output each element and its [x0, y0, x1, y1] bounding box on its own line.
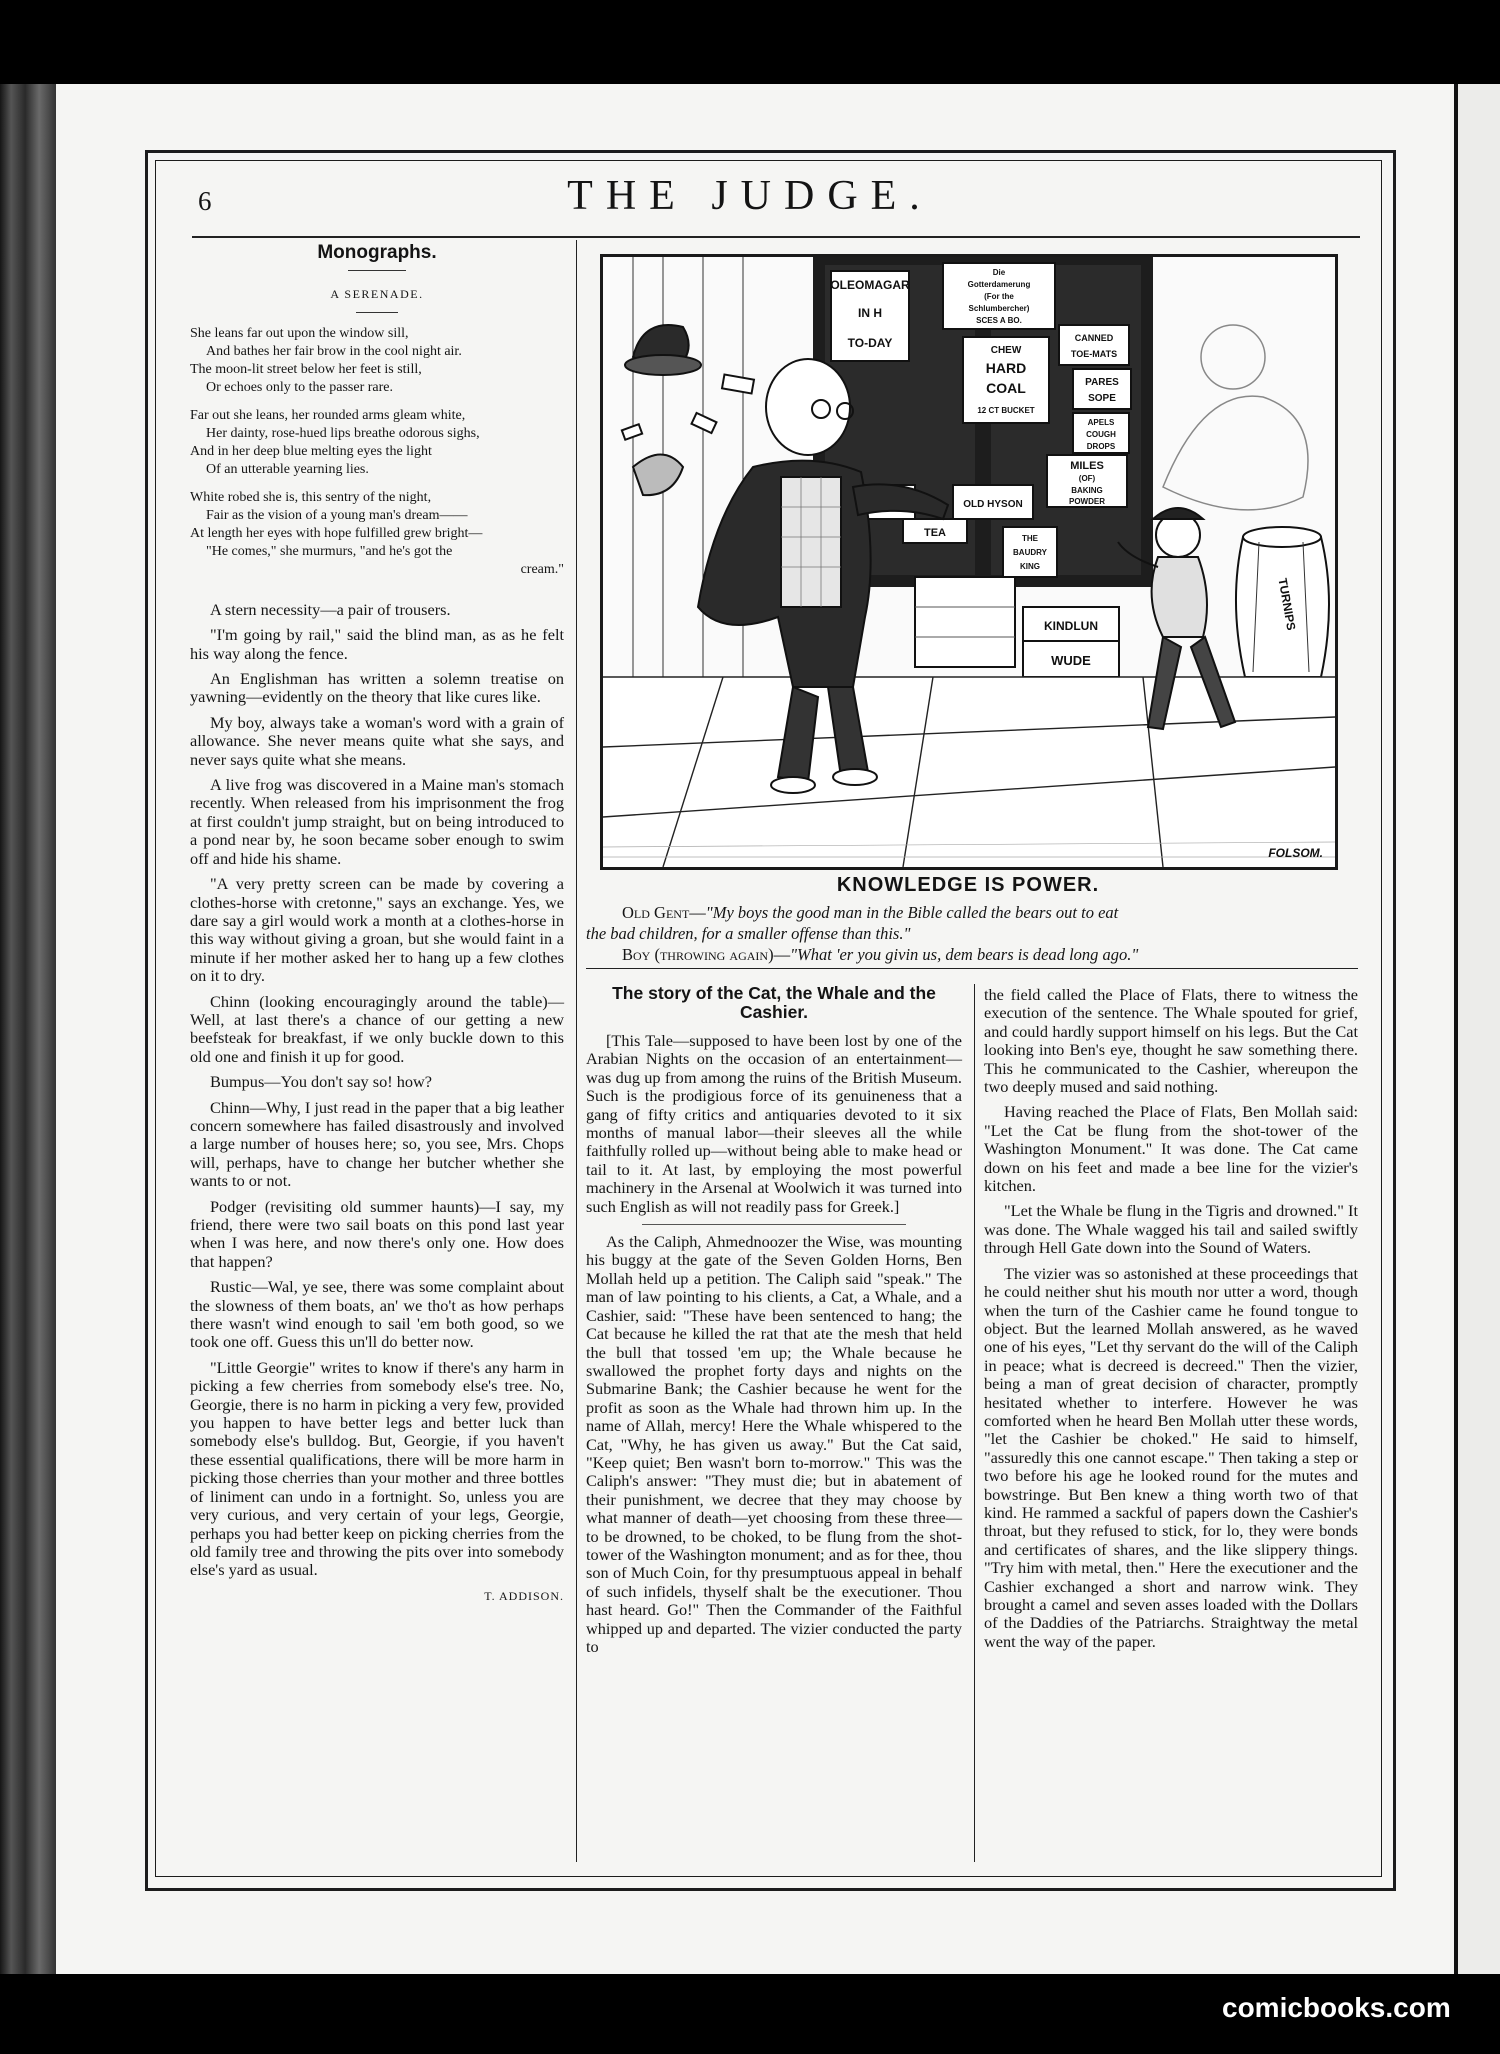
sign-canned-1: CANNED — [1074, 333, 1114, 343]
masthead-rule — [192, 236, 1360, 238]
sign-miles-1: MILES — [1070, 460, 1104, 472]
caption-quote-3: "What 'er you givin us, dem bears is dead long ago." — [790, 945, 1139, 964]
sign-king-1: THE — [1022, 534, 1038, 543]
sign-soap-1: PARES — [1085, 377, 1119, 388]
sign-coal-3: COAL — [986, 380, 1026, 396]
sign-cough-2: COUGH — [1086, 430, 1116, 439]
poem-title: A SERENADE. — [330, 287, 424, 302]
left-column — [190, 244, 564, 1605]
story-paragraph: The vizier was so astonished at these proceedings that he could neither shut his mouth nor utter a word, though when the turn of the Cashier came he found tongue to object. But the learned Mollah answered, as he waved one of his eyes, "Let thy servant do the will of the Caliph in peace; what is decreed is decreed." Then the vizier, being a man of great decision of character, promptly hesitated whether to interfere. However he was comforted when he heard Ben Mollah utter these words, "let the Cashier be choked." He said to himself, "assuredly this one cannot escape." Then taking a step or two before his age he looked round for the mutes and bowstringe. But Ben knew a thing worth two of that kind. He rammed a sackful of papers down the Cashier's throat, but they refused to stick, for lo, they were bonds and certificates of shares, and the like slippery things. "Try him with metal, then." Here the executioner and the Cashier exchanged a short and narrow wink. They brought a camel and seven asses loaded with the Dollars of the Daddies of the Patriarchs. Straightway the metal went the way of the paper. — [984, 1263, 1358, 1651]
sign-miles-4: POWDER — [1069, 497, 1105, 506]
artist-signature: FOLSOM. — [1268, 846, 1323, 860]
story-paragraph: [This Tale—supposed to have been lost by one of the Arabian Nights on the occasion of an entertainment—was dug up from among the ruins of the British Museum. Such is the prodigious force of its genuineness that a gang of fifty critics and antiquaries devoted to it six months of manual labor—their sleeves all the while faithfully rolled up—without being able to make head or tail to it. At last, by employing the most powerful machinery in the Arsenal at Woolwich it was turned into such English as will not readily pass for Greek.] — [586, 1031, 962, 1216]
monograph-paragraph: Chinn (looking encouragingly around the table)—Well, at last there's a chance of our getting a new beefsteak for breakfast, if we only buckle down to this old one and finish it up for good. — [190, 991, 564, 1066]
sign-coal-2: HARD — [985, 360, 1027, 376]
cartoon-drawing — [603, 257, 1335, 867]
monographs-title: Monographs. — [317, 242, 437, 263]
story-paragraph: As the Caliph, Ahmednoozer the Wise, was mounting his buggy at the gate of the Seven Golden Horns, Ben Mollah held up a petition. The Caliph said "speak." The man of law pointing to his clients, a Cat, a Whale, and a Cashier, said: "These have been sentenced to hang; the Cat because he killed the rat that ate the mesh that held the bull that tossed 'em up; the Whale because he swallowed the prophet forty days and nights on the Submarine Bank; the Cashier because he went for the profit as soon as the Whale had thrown him up. In the name of Allah, mercy! Here the Whale whispered to the Cat, "Why, he has given us away." But the Cat said, "Keep quiet; Ben wasn't born to-morrow." This was the Caliph's answer: "They must die; but in abatement of their punishment, we decree that they may choose by what manner of death—yet choosing from these three—to be drowned, to be choked, to be flung from the shot-tower of the Washington monument; and as for thee, thou son of Much Coin, for thy presumptuous appeal in behalf of such infidels, thyself shalt be the executioner. Thou hast heard. Go!" Then the Commander of the Faithful whipped up and departed. The vizier conducted the party to — [586, 1232, 962, 1656]
poem-stanza — [190, 407, 564, 479]
caption-quote-1: "My boys the good man in the Bible called the bears out to eat — [705, 903, 1119, 922]
monograph-paragraph: A stern necessity—a pair of trousers. — [210, 599, 451, 619]
caption-line-2 — [586, 923, 1358, 944]
sign-miles-3: BAKING — [1071, 486, 1103, 495]
site-watermark: comicbooks.com — [1222, 1992, 1451, 2023]
poem-line: The moon-lit street below her feet is still, — [190, 361, 422, 377]
page-number: 6 — [198, 186, 212, 216]
caption-line-1: Old Gent—"My boys the good man in the Bible called the bears out to eat — [622, 903, 1119, 922]
signature: T. ADDISON. — [484, 1588, 564, 1603]
poem-line: Far out she leans, her rounded arms gleam white, — [190, 407, 466, 423]
cartoon-caption — [586, 902, 1358, 965]
poem-line: Or echoes only to the passer rare. — [206, 379, 393, 395]
sign-germs-3: (For the — [984, 292, 1014, 301]
cartoon-illustration — [600, 254, 1338, 870]
monograph-paragraph: Chinn—Why, I just read in the paper that a big leather concern somewhere has failed disastrously and involved a large number of houses here; so, you see, Mrs. Chops will, perhaps, have to change her butcher whether she wants to or not. — [190, 1097, 564, 1191]
story-rule — [642, 1224, 905, 1225]
sign-coal-1: CHEW — [990, 345, 1022, 356]
caption-rule — [586, 968, 1358, 969]
poem — [190, 325, 564, 579]
sign-cough-3: DROPS — [1086, 442, 1116, 451]
cartoon-caption-title: KNOWLEDGE IS POWER. — [836, 874, 1100, 896]
sign-king-3: KING — [1020, 562, 1040, 571]
poem-line: "He comes," she murmurs, "and he's got the — [206, 543, 453, 559]
caption-speaker-old-gent: Old Gent — [622, 903, 690, 922]
sign-oleo-2: IN H — [858, 306, 882, 320]
column-divider-right — [974, 984, 975, 1862]
sign-cough-1: APELS — [1087, 418, 1115, 427]
monograph-paragraph: Bumpus—You don't say so! how? — [210, 1072, 432, 1092]
monograph-paragraph: "I'm going by rail," said the blind man, as as he felt his way along the fence. — [190, 625, 564, 663]
story-paragraph: Having reached the Place of Flats, Ben Mollah said: "Let the Cat be flung from the shot-tower of the Washington Monument." It was done. The Cat came down on his feet and made a bee line for the vizier's kitchen. — [984, 1102, 1358, 1196]
book-spine — [0, 84, 56, 1974]
sign-germs-5: SCES A BO. — [976, 316, 1022, 325]
sign-germs-2: Gotterdamerung — [967, 280, 1031, 289]
poem-stanza — [190, 325, 564, 397]
poem-line: And bathes her fair brow in the cool night air. — [206, 343, 462, 359]
caption-quote-2: the bad children, for a smaller offense than this." — [586, 924, 911, 943]
monograph-paragraph: Podger (revisiting old summer haunts)—I say, my friend, there were two sail boats on this pond last year when I was here, and now there's only one. How does that happen? — [190, 1196, 564, 1271]
poem-line: Of an utterable yearning lies. — [206, 461, 369, 477]
poem-line: cream." — [520, 561, 564, 577]
title-rule — [348, 270, 406, 271]
masthead: THE JUDGE. — [567, 173, 933, 219]
monograph-paragraph: "Little Georgie" writes to know if there's any harm in picking a few cherries from somebody else's tree. No, Georgie, there is no harm in picking a very few, provided you happen to have better legs and better luck than somebody else's bulldog. But, Georgie, if you haven't these essential qualifications, there will be more harm in picking those cherries than your mother and three bottles of liniment can undo in a fortnight. So, unless you are very curious, and very certain of your legs, Georgie, perhaps you had better keep on picking cherries from the old family tree and throwing the pits over into somebody else's yard as usual. — [190, 1357, 564, 1580]
poem-rule — [356, 312, 398, 313]
sign-canned-2: TOE-MATS — [1070, 349, 1118, 359]
sign-king-2: BAUDRY — [1013, 548, 1047, 557]
monograph-paragraph: "A very pretty screen can be made by covering a clothes-horse with cretonne," says an exchange. Yes, we dare say a girl would work a month at a clothes-horse in this way without giving a groan, but she would faint in a minute if her mother asked her to hang up a few clothes on it to dry. — [190, 874, 564, 986]
poem-line: And in her deep blue melting eyes the light — [190, 443, 432, 459]
sign-soap-2: SOPE — [1088, 393, 1116, 404]
poem-line: Her dainty, rose-hued lips breathe odorous sighs, — [206, 425, 480, 441]
poem-line: Fair as the vision of a young man's dream—— — [206, 507, 468, 523]
sign-germs-1: Die — [992, 268, 1006, 277]
column-divider-left — [576, 240, 577, 1862]
poem-line: White robed she is, this sentry of the night, — [190, 489, 432, 505]
sign-oleo-3: TO-DAY — [847, 336, 893, 350]
monograph-paragraph: Rustic—Wal, ye see, there was some complaint about the slowness of them boats, an' we tho't as how perhaps there wasn't wind enough to sail 'em both good, so we took one off. Guess this un'll do better now. — [190, 1277, 564, 1352]
caption-speaker-boy: Boy (throwing again) — [622, 945, 774, 964]
caption-line-3: Boy (throwing again)—"What 'er you givin us, dem bears is dead long ago." — [622, 945, 1139, 964]
story-column-1 — [586, 984, 962, 1663]
crate-kindling: KINDLUN — [1044, 619, 1098, 633]
poem-stanza — [190, 489, 564, 579]
poem-line: At length her eyes with hope fulfilled grew bright— — [190, 525, 483, 541]
monograph-paragraph: My boy, always take a woman's word with a grain of allowance. She never means quite what she says, and never says quite what she means. — [190, 712, 564, 769]
story-paragraph: the field called the Place of Flats, there to witness the execution of the sentence. The Whale spouted for grief, and could hardly support himself on his legs. But the Cat looking into Ben's eye, thought he saw something there. This he communicated to the Cashier, whereupon the two deeply mused and said nothing. — [984, 985, 1358, 1097]
sign-coal-4: 12 CT BUCKET — [977, 406, 1035, 415]
next-page-edge — [1454, 84, 1500, 1974]
sign-miles-2: (OF) — [1078, 474, 1096, 483]
story-title: The story of the Cat, the Whale and the Cashier. — [612, 983, 936, 1022]
poem-line: She leans far out upon the window sill, — [190, 325, 409, 341]
story-paragraph: "Let the Whale be flung in the Tigris and drowned." It was done. The Whale wagged his tail and sailed swiftly through Hell Gate down into the Sound of Waters. — [984, 1201, 1358, 1258]
crate-wood: WUDE — [1051, 653, 1091, 668]
monograph-paragraph: An Englishman has written a solemn treatise on yawning—evidently on the theory that like cures like. — [190, 669, 564, 707]
sign-hyson: OLD HYSON — [963, 499, 1023, 510]
sign-tea: TEA — [924, 527, 946, 539]
monograph-paragraph: A live frog was discovered in a Maine man's stomach recently. When released from his imprisonment the frog at first couldn't jump straight, but on being introduced to a pond near by, he soon became sober enough to swim off and hide his shame. — [190, 775, 564, 868]
barrel-turnips: TURNIPS — [1275, 577, 1299, 632]
story-column-2 — [984, 986, 1358, 1658]
sign-oleo-1: OLEOMAGAR — [830, 278, 910, 292]
sign-germs-4: Schlumbercher) — [968, 304, 1030, 313]
